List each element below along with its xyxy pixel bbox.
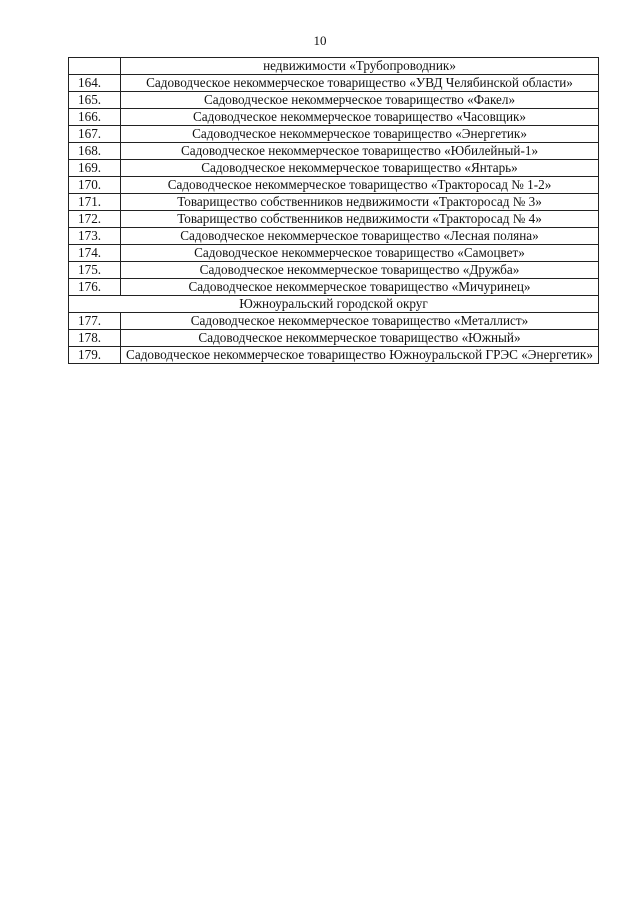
row-name: Товарищество собственников недвижимости «Тракторосад № 3» (121, 194, 599, 211)
row-name: Садоводческое некоммерческое товарищество «Дружба» (121, 262, 599, 279)
table-row (69, 143, 599, 160)
row-name: Садоводческое некоммерческое товарищество «Факел» (121, 92, 599, 109)
row-number: 165. (69, 92, 121, 109)
table-row (69, 211, 599, 228)
table-row (69, 109, 599, 126)
registry-table (68, 57, 599, 364)
table-row (69, 75, 599, 92)
row-number: 166. (69, 109, 121, 126)
row-name: Садоводческое некоммерческое товарищество «Тракторосад № 1-2» (121, 177, 599, 194)
row-number: 173. (69, 228, 121, 245)
row-number: 176. (69, 279, 121, 296)
row-name: Садоводческое некоммерческое товарищество «Лесная поляна» (121, 228, 599, 245)
row-number: 171. (69, 194, 121, 211)
table-row (69, 126, 599, 143)
table-row (69, 194, 599, 211)
row-number: 178. (69, 330, 121, 347)
table-row (69, 160, 599, 177)
table-row (69, 262, 599, 279)
section-header-row (69, 296, 599, 313)
section-title: Южноуральский городской округ (69, 296, 599, 313)
table-row (69, 313, 599, 330)
row-name: Садоводческое некоммерческое товарищество «Металлист» (121, 313, 599, 330)
row-number: 169. (69, 160, 121, 177)
row-name: Садоводческое некоммерческое товарищество «Юбилейный-1» (121, 143, 599, 160)
row-number: 168. (69, 143, 121, 160)
row-name: Садоводческое некоммерческое товарищество «Самоцвет» (121, 245, 599, 262)
table-row (69, 177, 599, 194)
row-name: Садоводческое некоммерческое товарищество «Часовщик» (121, 109, 599, 126)
row-number: 172. (69, 211, 121, 228)
row-number: 167. (69, 126, 121, 143)
row-name: Садоводческое некоммерческое товарищество «Южный» (121, 330, 599, 347)
table-row (69, 92, 599, 109)
table-row (69, 347, 599, 364)
table-row (69, 279, 599, 296)
row-name: недвижимости «Трубопроводник» (121, 58, 599, 75)
table-row (69, 330, 599, 347)
table-row (69, 228, 599, 245)
row-number: 170. (69, 177, 121, 194)
row-number: 164. (69, 75, 121, 92)
registry-table-body (69, 58, 599, 364)
table-row (69, 245, 599, 262)
row-name: Товарищество собственников недвижимости «Тракторосад № 4» (121, 211, 599, 228)
row-name: Садоводческое некоммерческое товарищество Южноуральской ГРЭС «Энергетик» (121, 347, 599, 364)
row-number: 175. (69, 262, 121, 279)
row-name: Садоводческое некоммерческое товарищество «Энергетик» (121, 126, 599, 143)
row-number: 177. (69, 313, 121, 330)
table-row-continuation (69, 58, 599, 75)
row-name: Садоводческое некоммерческое товарищество «Янтарь» (121, 160, 599, 177)
page-number: 10 (313, 33, 327, 48)
row-name: Садоводческое некоммерческое товарищество «Мичуринец» (121, 279, 599, 296)
row-number (69, 58, 121, 75)
row-number: 174. (69, 245, 121, 262)
row-name: Садоводческое некоммерческое товарищество «УВД Челябинской области» (121, 75, 599, 92)
row-number: 179. (69, 347, 121, 364)
